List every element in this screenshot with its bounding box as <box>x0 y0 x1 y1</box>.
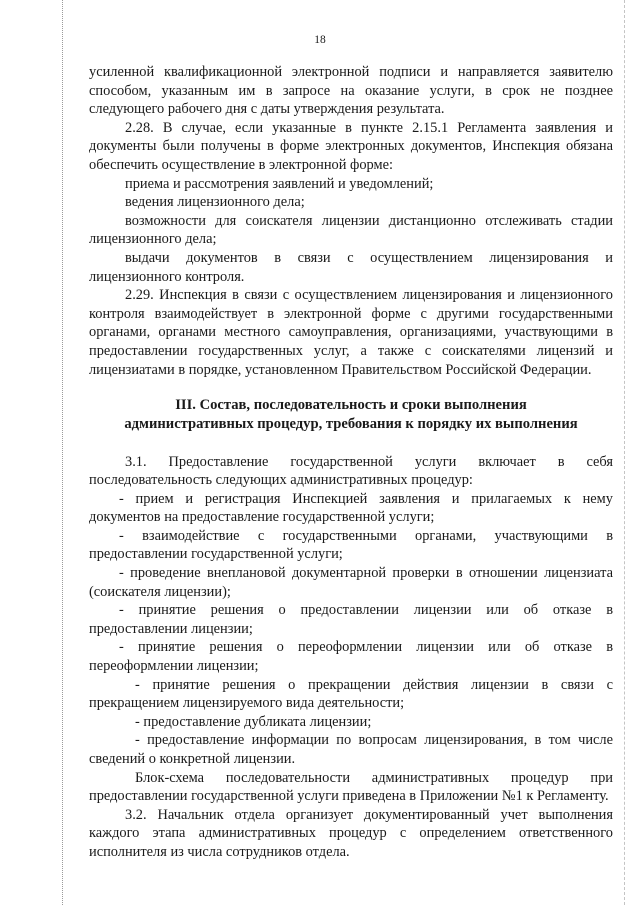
paragraph-b8: - предоставление информации по вопросам лицензирования, в том числе сведений о конкретной лицензии. <box>89 732 613 767</box>
paragraph-p32: 3.2. Начальник отдела организует документированный учет выполнения каждого этапа административных процедур с определением ответственного исполнителя из числа сотрудников отдела. <box>89 806 613 860</box>
page-number: 18 <box>314 34 326 46</box>
paragraph-p228: 2.28. В случае, если указанные в пункте 2.15.1 Регламента заявления и документы были получены в форме электронных документов, Инспекция обязана обеспечить осуществление в электронной форме: <box>89 119 613 173</box>
paragraph-b3: - проведение внеплановой документарной проверки в отношении лицензиата (соискателя лицензии); <box>89 565 613 600</box>
paragraph-l1: приема и рассмотрения заявлений и уведомлений; <box>125 175 434 192</box>
paragraph-p229: 2.29. Инспекция в связи с осуществлением лицензирования и лицензионного контроля взаимодействует в электронной форме с другими государственными органами, органами местного самоуправления, организациями, участвующими в предоставлении государственных услуг, а также с соискателями лицензий и лицензиатами в порядке, установленном Правительством Российской Федерации. <box>89 287 613 378</box>
section-heading-line-2: административных процедур, требования к порядку их выполнения <box>124 416 578 433</box>
paragraph-bs: Блок-схема последовательности административных процедур при предоставлении государственной услуги приведена в Приложении №1 к Регламенту. <box>89 769 613 805</box>
paragraphs-before-section <box>89 63 613 379</box>
left-page-edge <box>62 0 63 905</box>
paragraph-b5: - принятие решения о переоформлении лицензии или об отказе в переоформлении лицензии; <box>89 639 613 675</box>
right-page-edge <box>624 0 625 905</box>
paragraph-l2: ведения лицензионного дела; <box>125 194 305 211</box>
paragraph-b1: - прием и регистрация Инспекцией заявления и прилагаемых к нему документов на предоставление государственной услуги; <box>89 490 613 526</box>
paragraph-cont: усиленной квалификационной электронной подписи и направляется заявителю способом, указанным им в запросе на оказание услуги, в срок не позднее следующего рабочего дня с даты утверждения результата. <box>89 64 613 118</box>
paragraph-l4: выдачи документов в связи с осуществлением лицензирования и лицензионного контроля. <box>89 249 613 285</box>
paragraphs-after-section <box>89 453 613 862</box>
section-heading-line-1: III. Состав, последовательность и сроки выполнения <box>175 397 527 414</box>
paragraph-l3: возможности для соискателя лицензии дистанционно отслеживать стадии лицензионного дела; <box>89 212 613 248</box>
section-heading <box>89 396 613 434</box>
page-body <box>89 63 613 862</box>
paragraph-p31: 3.1. Предоставление государственной услуги включает в себя последовательность следующих административных процедур: <box>89 453 613 489</box>
paragraph-b2: - взаимодействие с государственными органами, участвующими в предоставлении государственной услуги; <box>89 527 613 563</box>
paragraph-b7: - предоставление дубликата лицензии; <box>135 713 372 730</box>
paragraph-b4: - принятие решения о предоставлении лицензии или об отказе в предоставлении лицензии; <box>89 602 613 637</box>
paragraph-b6: - принятие решения о прекращении действия лицензии в связи с прекращением лицензируемого вида деятельности; <box>89 676 613 712</box>
